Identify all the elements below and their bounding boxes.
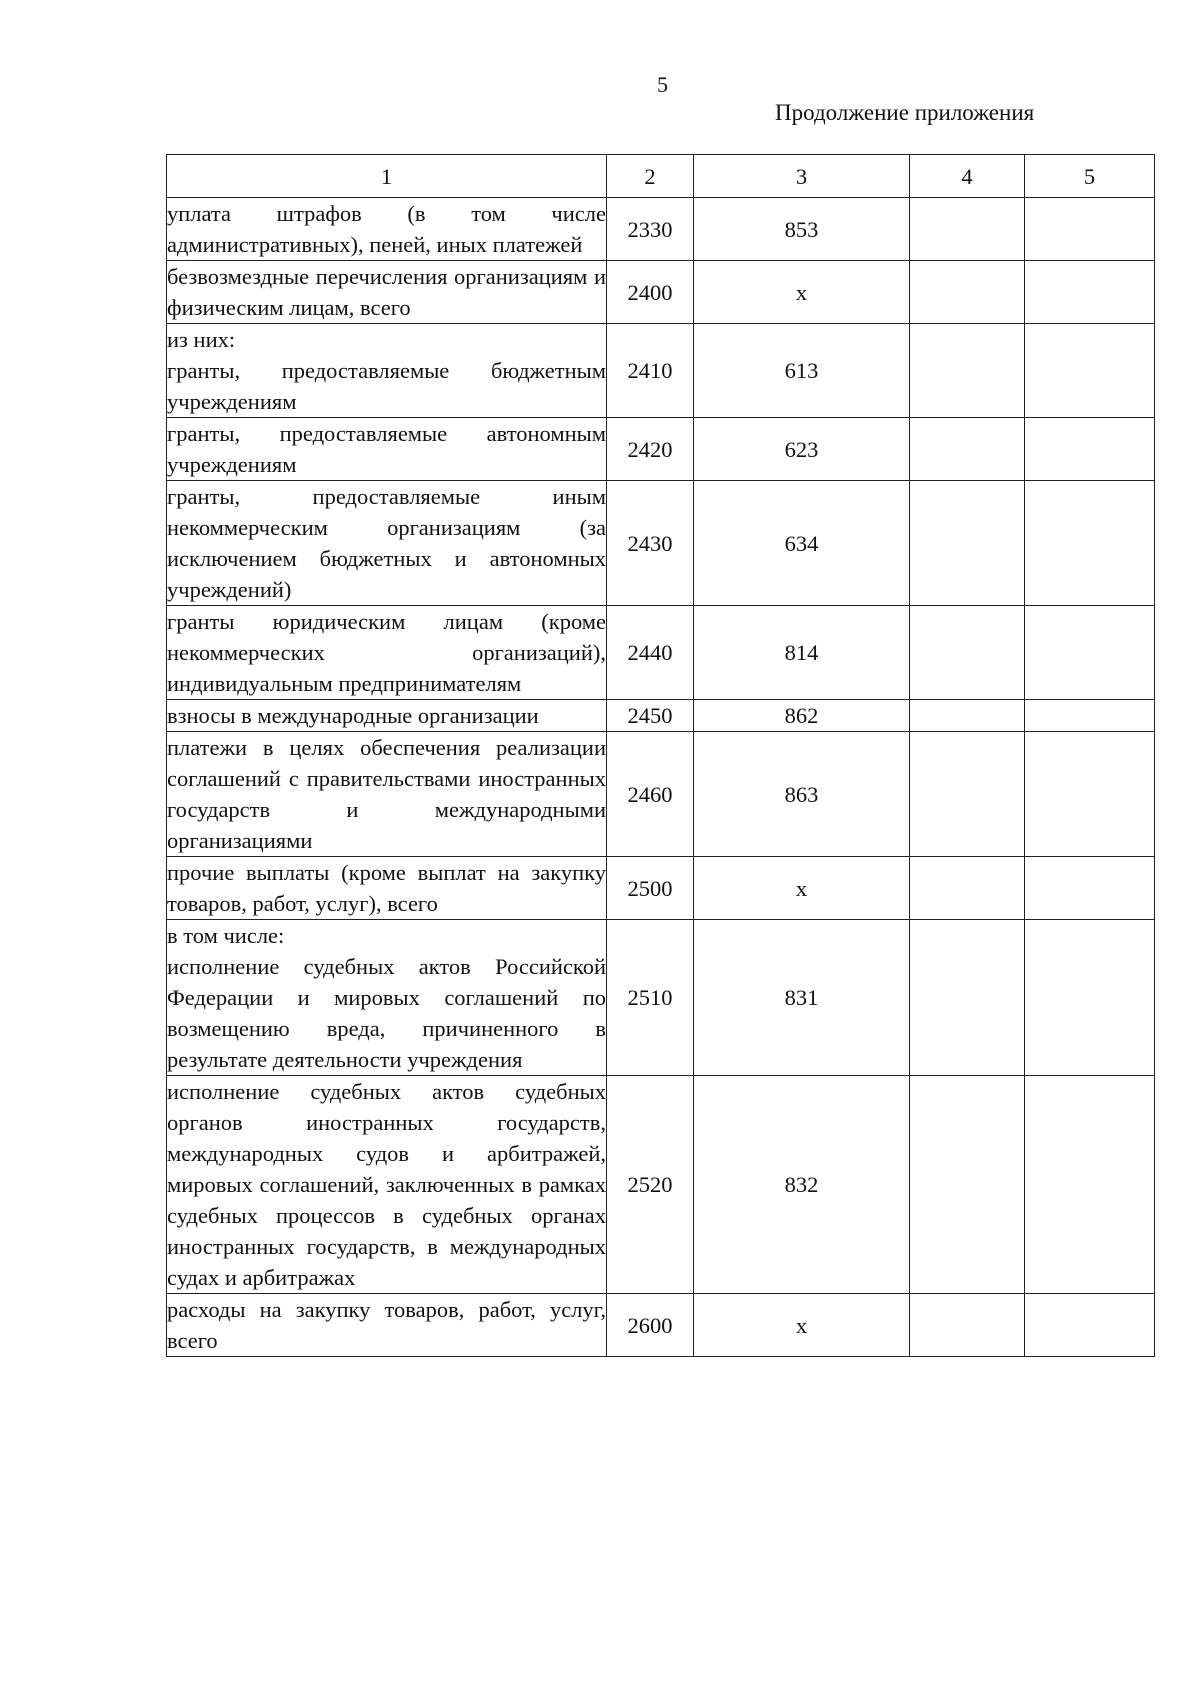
row-description-text: уплата штрафов (в том числе административных), пеней, иных платежей (167, 201, 606, 257)
row-description (167, 481, 607, 606)
row-column-5 (1025, 606, 1155, 700)
row-column-5 (1025, 1076, 1155, 1294)
row-code: 2450 (607, 700, 694, 732)
row-column-4 (910, 1294, 1025, 1357)
row-kosgu-code: х (694, 857, 910, 920)
row-description-text: прочие выплаты (кроме выплат на закупку товаров, работ, услуг), всего (167, 860, 606, 916)
row-kosgu-code: 862 (694, 700, 910, 732)
row-code: 2420 (607, 418, 694, 481)
row-column-5 (1025, 324, 1155, 418)
row-kosgu-code: 853 (694, 198, 910, 261)
row-description-text: безвозмездные перечисления организациям и физическим лицам, всего (167, 264, 606, 320)
row-column-4 (910, 198, 1025, 261)
row-description (167, 324, 607, 418)
row-description (167, 261, 607, 324)
row-description-text: гранты юридическим лицам (кроме некоммерческих организаций), индивидуальным предпринимателям (167, 609, 606, 696)
row-kosgu-code: 831 (694, 920, 910, 1076)
row-column-4 (910, 481, 1025, 606)
row-kosgu-code: 613 (694, 324, 910, 418)
row-description-lead: из них: (167, 327, 236, 352)
header-cell-5: 5 (1025, 155, 1155, 198)
row-column-4 (910, 606, 1025, 700)
row-description (167, 920, 607, 1076)
header-cell-3: 3 (694, 155, 910, 198)
table-row (167, 606, 1155, 700)
row-description-text: исполнение судебных актов судебных органов иностранных государств, международных судов и арбитражей, мировых соглашений, заключенных в рамках судебных процессов в судебных органах иностранных государств, в международных судах и арбитражах (167, 1079, 606, 1290)
row-column-4 (910, 732, 1025, 857)
table-row (167, 481, 1155, 606)
table-row (167, 857, 1155, 920)
row-description (167, 418, 607, 481)
row-description (167, 732, 607, 857)
row-code: 2520 (607, 1076, 694, 1294)
row-column-4 (910, 920, 1025, 1076)
row-kosgu-code: 623 (694, 418, 910, 481)
row-code: 2330 (607, 198, 694, 261)
row-description (167, 1076, 607, 1294)
row-description-text: расходы на закупку товаров, работ, услуг, всего (167, 1297, 606, 1353)
header-cell-2: 2 (607, 155, 694, 198)
table-row (167, 1076, 1155, 1294)
row-description (167, 857, 607, 920)
row-column-5 (1025, 418, 1155, 481)
page-number: 5 (657, 72, 668, 97)
row-description (167, 700, 607, 732)
row-column-4 (910, 1076, 1025, 1294)
table-row (167, 732, 1155, 857)
row-description-text: взносы в международные организации (167, 703, 539, 728)
table-row (167, 198, 1155, 261)
row-kosgu-code: 832 (694, 1076, 910, 1294)
row-description-lead: в том числе: (167, 923, 285, 948)
row-description (167, 606, 607, 700)
row-description-text: исполнение судебных актов Российской Федерации и мировых соглашений по возмещению вреда, причиненного в результате деятельности учреждения (167, 954, 606, 1072)
row-kosgu-code: 814 (694, 606, 910, 700)
row-code: 2410 (607, 324, 694, 418)
header-cell-1: 1 (167, 155, 607, 198)
row-column-5 (1025, 1294, 1155, 1357)
row-code: 2500 (607, 857, 694, 920)
row-code: 2440 (607, 606, 694, 700)
appendix-table (166, 154, 1155, 1357)
continuation-label: Продолжение приложения (775, 100, 1035, 125)
table-row (167, 1294, 1155, 1357)
row-description-text: гранты, предоставляемые бюджетным учреждениям (167, 358, 606, 414)
row-description-text: платежи в целях обеспечения реализации соглашений с правительствами иностранных государств и международными организациями (167, 735, 606, 853)
table-row (167, 418, 1155, 481)
row-column-4 (910, 857, 1025, 920)
row-description-text: гранты, предоставляемые автономным учреждениям (167, 421, 606, 477)
row-column-4 (910, 418, 1025, 481)
table-row (167, 920, 1155, 1076)
row-code: 2600 (607, 1294, 694, 1357)
row-description-text: гранты, предоставляемые иным некоммерческим организациям (за исключением бюджетных и автономных учреждений) (167, 484, 606, 602)
row-column-5 (1025, 261, 1155, 324)
row-column-5 (1025, 198, 1155, 261)
row-code: 2510 (607, 920, 694, 1076)
row-kosgu-code: 863 (694, 732, 910, 857)
row-column-4 (910, 261, 1025, 324)
row-code: 2400 (607, 261, 694, 324)
row-column-5 (1025, 857, 1155, 920)
table-row (167, 261, 1155, 324)
row-description (167, 198, 607, 261)
row-column-4 (910, 324, 1025, 418)
row-column-5 (1025, 481, 1155, 606)
row-column-5 (1025, 700, 1155, 732)
table-row (167, 324, 1155, 418)
row-column-4 (910, 700, 1025, 732)
row-code: 2430 (607, 481, 694, 606)
header-cell-4: 4 (910, 155, 1025, 198)
row-description (167, 1294, 607, 1357)
row-code: 2460 (607, 732, 694, 857)
table-row (167, 700, 1155, 732)
row-kosgu-code: 634 (694, 481, 910, 606)
row-kosgu-code: х (694, 261, 910, 324)
row-column-5 (1025, 920, 1155, 1076)
row-kosgu-code: х (694, 1294, 910, 1357)
row-column-5 (1025, 732, 1155, 857)
header-row (167, 155, 1155, 198)
